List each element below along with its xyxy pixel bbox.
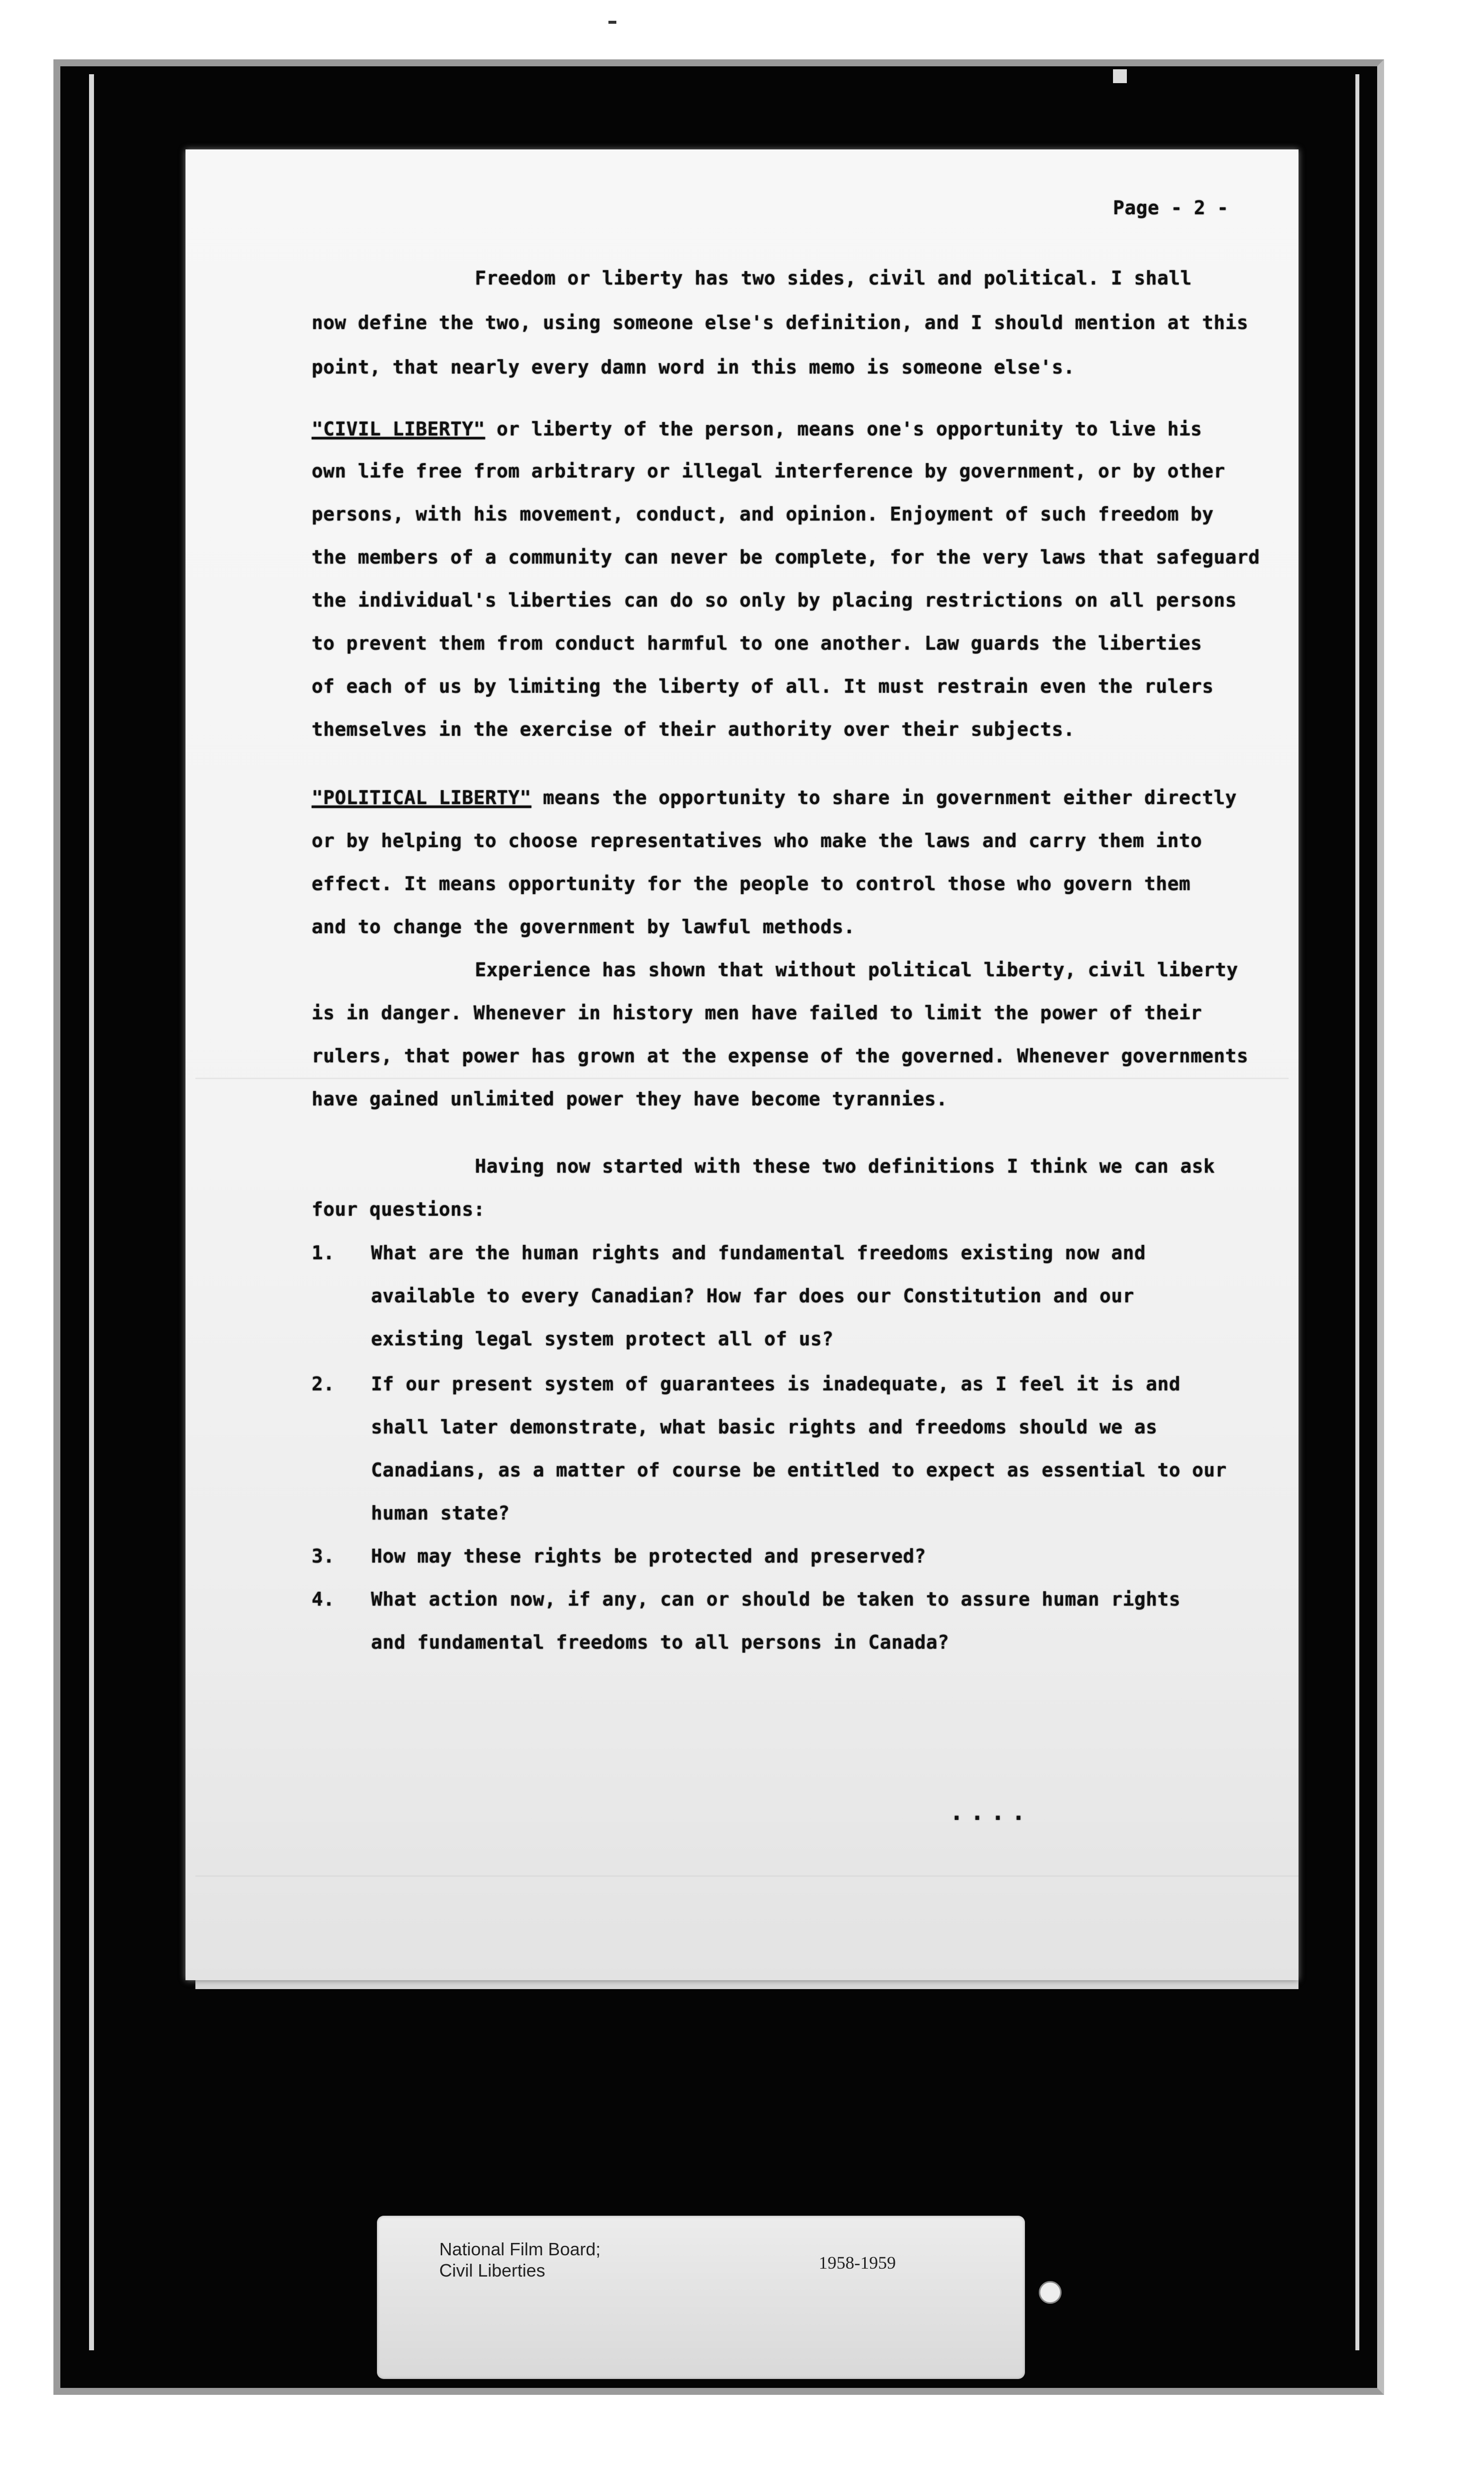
question-line: available to every Canadian? How far does our Constitution and our <box>371 1285 1134 1307</box>
civil-liberty-line: persons, with his movement, conduct, and opinion. Enjoyment of such freedom by <box>312 503 1214 525</box>
archive-label-years: 1958-1959 <box>819 2253 896 2273</box>
film-edge-left <box>89 74 94 2350</box>
question-number: 3. <box>312 1545 335 1567</box>
political-liberty-line: and to change the government by lawful methods. <box>312 916 855 938</box>
experience-line: is in danger. Whenever in history men have failed to limit the power of their <box>312 1002 1203 1024</box>
political-liberty-line: effect. It means opportunity for the people to control those who govern them <box>312 873 1191 895</box>
civil-liberty-line: themselves in the exercise of their authority over their subjects. <box>312 718 1075 740</box>
civil-liberty-line: the individual's liberties can do so only by placing restrictions on all persons <box>312 589 1237 611</box>
civil-liberty-line: the members of a community can never be complete, for the very laws that safeguard <box>312 546 1260 568</box>
civil-liberty-line: to prevent them from conduct harmful to one another. Law guards the liberties <box>312 632 1203 654</box>
political-liberty-line: or by helping to choose representatives who make the laws and carry them into <box>312 830 1203 852</box>
question-line: What are the human rights and fundamental freedoms existing now and <box>371 1242 1146 1264</box>
political-liberty-first-line <box>312 787 1237 809</box>
question-number: 1. <box>312 1242 335 1264</box>
civil-liberty-first-line <box>312 418 1202 440</box>
intro-line: point, that nearly every damn word in this memo is someone else's. <box>312 356 1075 378</box>
experience-line: Experience has shown that without political liberty, civil liberty <box>475 959 1238 981</box>
archive-label-line2: Civil Liberties <box>439 2260 546 2281</box>
question-line: existing legal system protect all of us? <box>371 1328 834 1350</box>
intro-line: Freedom or liberty has two sides, civil and political. I shall <box>475 267 1192 289</box>
intro-line: now define the two, using someone else's definition, and I should mention at this <box>312 312 1249 333</box>
paper-fold <box>195 1078 1289 1079</box>
question-number: 4. <box>312 1588 335 1610</box>
experience-line: rulers, that power has grown at the expense of the governed. Whenever governments <box>312 1045 1249 1067</box>
continuation-dots: .... <box>950 1799 1032 1825</box>
film-notch <box>1113 69 1127 83</box>
film-edge-right <box>1355 74 1359 2350</box>
archive-label-line1: National Film Board; <box>439 2239 601 2259</box>
question-line: and fundamental freedoms to all persons in Canada? <box>371 1631 949 1653</box>
civil-liberty-line: own life free from arbitrary or illegal interference by government, or by other <box>312 460 1225 482</box>
experience-line: have gained unlimited power they have become tyrannies. <box>312 1088 948 1110</box>
civil-liberty-line: of each of us by limiting the liberty of all. It must restrain even the rulers <box>312 675 1214 697</box>
question-line: shall later demonstrate, what basic rights and freedoms should we as <box>371 1416 1158 1438</box>
political-liberty-term: "POLITICAL LIBERTY" <box>312 787 532 809</box>
question-line: If our present system of guarantees is inadequate, as I feel it is and <box>371 1373 1181 1395</box>
question-line: Canadians, as a matter of course be entitled to expect as essential to our <box>371 1459 1227 1481</box>
questions-intro-line: four questions: <box>312 1198 485 1220</box>
page-number: Page - 2 - <box>1113 197 1229 219</box>
paper-fold-bottom <box>195 1875 1298 1877</box>
question-line: What action now, if any, can or should be taken to assure human rights <box>371 1588 1181 1610</box>
question-line: human state? <box>371 1502 510 1524</box>
question-line: How may these rights be protected and preserved? <box>371 1545 927 1567</box>
political-liberty-text: means the opportunity to share in government either directly <box>531 787 1237 809</box>
question-number: 2. <box>312 1373 335 1395</box>
film-speck <box>608 21 616 24</box>
questions-intro-line: Having now started with these two definitions I think we can ask <box>475 1155 1215 1177</box>
label-hole <box>1039 2281 1062 2304</box>
civil-liberty-term: "CIVIL LIBERTY" <box>312 418 485 440</box>
civil-liberty-text: or liberty of the person, means one's opportunity to live his <box>485 418 1203 440</box>
